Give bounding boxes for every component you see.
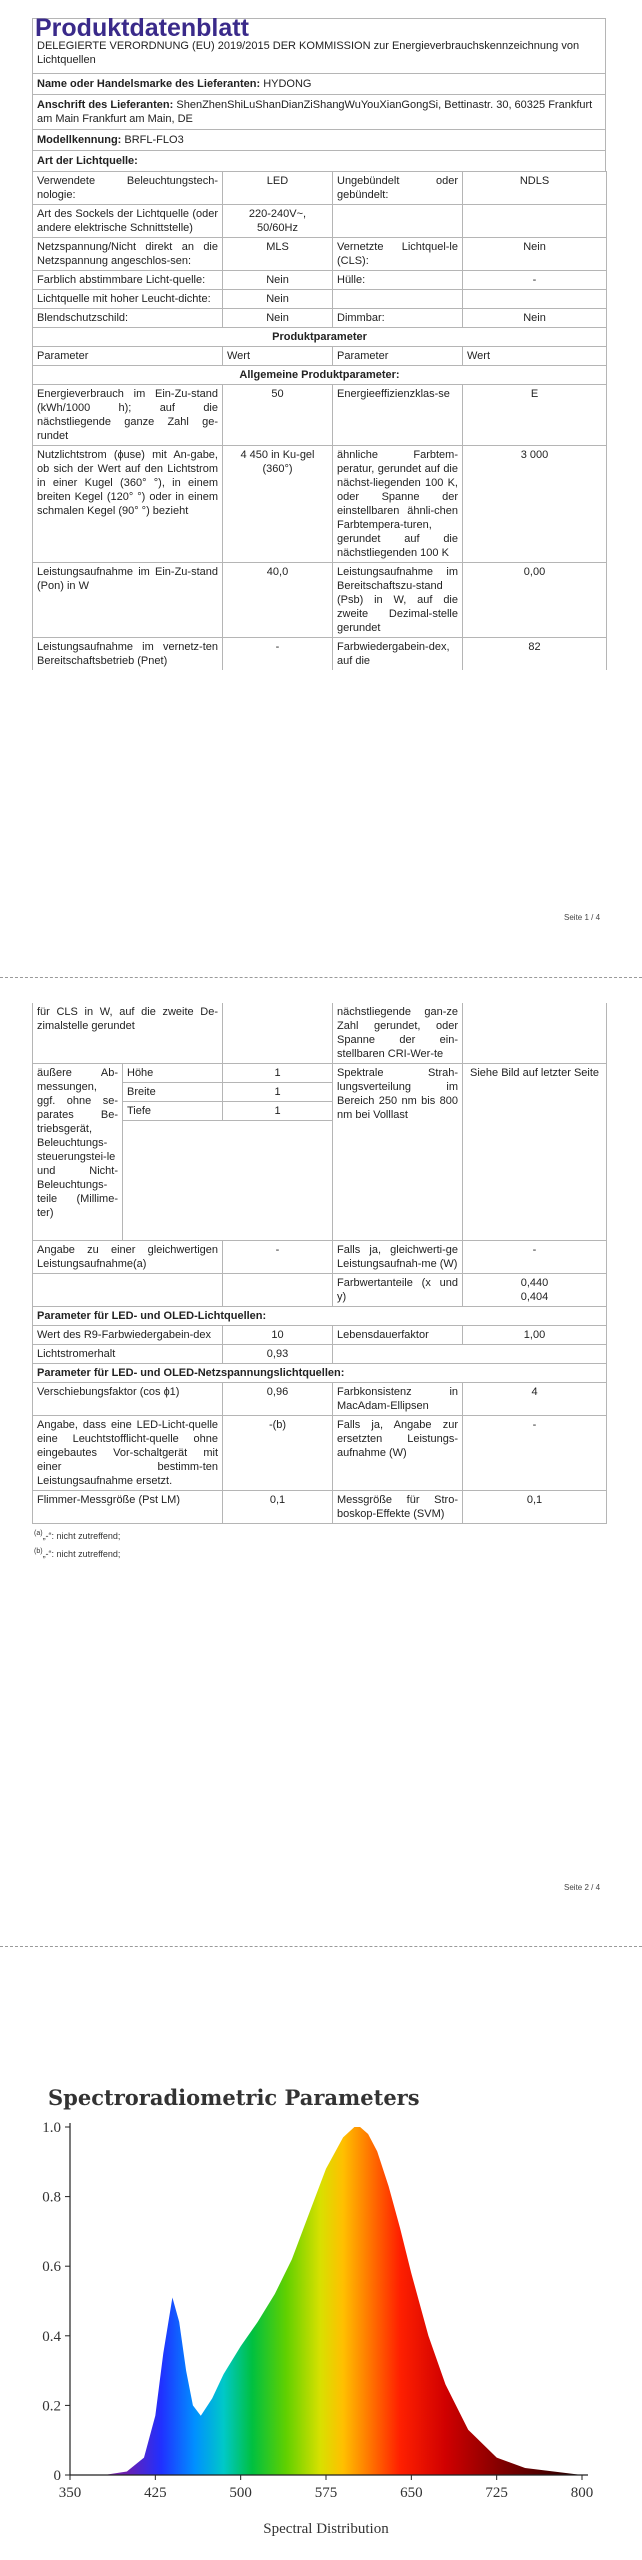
type-label: Netzspannung/Nicht direkt an die Netzspannung angeschlos-sen: — [33, 238, 223, 271]
param-value: - — [223, 638, 333, 671]
replacement-label: Angabe, dass eine LED-Licht-quelle eine Leuchtstofflicht-quelle ohne eingebautes Vor-schaltgerät mit einer bestimm-ten Leistungsaufnahme ersetzt. — [33, 1416, 223, 1491]
chromaticity-x: 0,440 — [520, 1277, 549, 1289]
param-row — [33, 446, 607, 563]
page-number: Seite 2 / 4 — [564, 1883, 601, 1892]
col-parameter: Parameter — [333, 347, 463, 366]
type-label: Farblich abstimmbare Licht-quelle: — [33, 271, 223, 290]
type-label-2: Dimmbar: — [333, 309, 463, 328]
product-parameters-table — [32, 327, 607, 670]
header-box — [32, 14, 606, 172]
parameters-continued-table — [32, 1003, 607, 1524]
dimensions-label: äußere Ab-messungen, ggf. ohne se-parates Be-triebsgerät, Beleuchtungs-steuerungstei-le und Nicht-Beleuchtungs-teile (Millime-ter) — [33, 1064, 123, 1241]
type-row — [33, 205, 607, 238]
chart-title: Spectroradiometric Parameters — [48, 2085, 420, 2110]
dim-depth-value: 1 — [223, 1102, 333, 1121]
param-value-2: 3 000 — [463, 446, 607, 563]
lifetime-factor-label: Lebensdauerfaktor — [333, 1326, 463, 1345]
type-label-2: Hülle: — [333, 271, 463, 290]
lifetime-factor-value: 1,00 — [463, 1326, 607, 1345]
equivalent-power-value: - — [223, 1241, 333, 1274]
type-label: Lichtquelle mit hoher Leucht-dichte: — [33, 290, 223, 309]
type-table — [32, 171, 607, 328]
dim-height-label: Höhe — [123, 1064, 223, 1083]
y-tick-label: 0.2 — [42, 2398, 61, 2415]
y-tick-label: 0.4 — [42, 2328, 61, 2345]
type-value-2: NDLS — [463, 172, 607, 205]
x-tick-label: 650 — [400, 2485, 423, 2501]
regulation-text: DELEGIERTE VERORDNUNG (EU) 2019/2015 DER KOMMISSION zur Energieverbrauchskennzeichnung von Lichtquellen — [37, 40, 580, 66]
type-value-2: Nein — [463, 238, 607, 271]
general-parameters-header: Allgemeine Produktparameter: — [33, 366, 607, 385]
x-axis-label: Spectral Distribution — [263, 2521, 389, 2537]
flicker-value: 0,1 — [223, 1491, 333, 1524]
chromaticity-value — [463, 1274, 607, 1307]
stroboscopic-label: Messgröße für Stro-boskop-Effekte (SVM) — [333, 1491, 463, 1524]
x-tick-label: 425 — [144, 2485, 167, 2501]
param-label: Energieverbrauch im Ein-Zu-stand (kWh/1000 h); auf die nächstliegende ganze Zahl ge-rundet — [33, 385, 223, 446]
model-label: Modellkennung: — [37, 134, 122, 146]
type-value: LED — [223, 172, 333, 205]
spectrum-area — [70, 2127, 582, 2475]
type-row — [33, 238, 607, 271]
supplier-address-label: Anschrift des Lieferanten: — [37, 99, 174, 111]
lumen-maintenance-label: Lichtstromerhalt — [33, 1345, 223, 1364]
col-parameter: Parameter — [33, 347, 223, 366]
x-tick-label: 500 — [229, 2485, 252, 2501]
page-1 — [32, 14, 606, 670]
param-label-2: Farbwiedergabein-dex, auf die — [333, 638, 463, 671]
lumen-maintenance-value: 0,93 — [223, 1345, 333, 1364]
dim-height-value: 1 — [223, 1064, 333, 1083]
type-label-2 — [333, 205, 463, 238]
type-value: Nein — [223, 290, 333, 309]
macadam-value: 4 — [463, 1383, 607, 1416]
stroboscopic-value: 0,1 — [463, 1491, 607, 1524]
param-value: 50 — [223, 385, 333, 446]
param-value-2: 82 — [463, 638, 607, 671]
dim-depth-label: Tiefe — [123, 1102, 223, 1121]
type-label-2 — [333, 290, 463, 309]
type-label: Verwendete Beleuchtungstech-nologie: — [33, 172, 223, 205]
param-row — [33, 638, 607, 671]
type-value: Nein — [223, 271, 333, 290]
y-tick-label: 1.0 — [42, 2120, 61, 2136]
param-value-2: E — [463, 385, 607, 446]
led-parameters-header: Parameter für LED- und OLED-Lichtquellen: — [33, 1307, 607, 1326]
param-label: Nutzlichtstrom (ɸuse) mit An-gabe, ob sich der Wert auf den Lichtstrom in einer Kugel (360° °), in einem breiten Kegel (120° °) oder in einem schmalen Kegel (90° °) bezieht — [33, 446, 223, 563]
param-value-2: 0,00 — [463, 563, 607, 638]
param-row — [33, 563, 607, 638]
param-label: Leistungsaufnahme im vernetz-ten Bereitschaftsbetrieb (Pnet) — [33, 638, 223, 671]
x-tick-label: 800 — [570, 2485, 594, 2501]
col-value: Wert — [223, 347, 333, 366]
r9-value: 10 — [223, 1326, 333, 1345]
type-value-2 — [463, 205, 607, 238]
y-tick-label: 0 — [53, 2468, 61, 2484]
type-value: 220-240V~, 50/60Hz — [223, 205, 333, 238]
standby-cls-label-cont: für CLS in W, auf die zweite De-zimalstelle gerundet — [33, 1003, 223, 1064]
type-row — [33, 271, 607, 290]
replacement-power-value: - — [463, 1416, 607, 1491]
x-tick-label: 575 — [314, 2485, 338, 2501]
page-number: Seite 1 / 4 — [564, 913, 601, 922]
replacement-value: -(b) — [223, 1416, 333, 1491]
type-value-2: - — [463, 271, 607, 290]
page-2 — [32, 1003, 606, 1560]
type-value: MLS — [223, 238, 333, 271]
type-row — [33, 309, 607, 328]
supplier-name-value: HYDONG — [263, 78, 312, 90]
equivalent-power-w-value: - — [463, 1241, 607, 1274]
x-tick-label: 725 — [485, 2485, 508, 2501]
param-value: 4 450 in Ku-gel (360°) — [223, 446, 333, 563]
dim-width-label: Breite — [123, 1083, 223, 1102]
param-label-2: ähnliche Farbtem-peratur, gerundet auf die nächst-liegenden 100 K, oder Spanne der einstellbaren ähnli-chen Farbtempera-turen, gerundet auf die nächstliegenden 100 K — [333, 446, 463, 563]
page-divider — [0, 1946, 642, 1947]
y-tick-label: 0.8 — [42, 2189, 61, 2206]
param-label-2: Leistungsaufnahme im Bereitschaftszu-stand (Psb) in W, auf die zweite Dezimal-stelle gerundet — [333, 563, 463, 638]
power-factor-value: 0,96 — [223, 1383, 333, 1416]
param-label-2: Energieeffizienzklas-se — [333, 385, 463, 446]
spectral-label: Spektrale Strah-lungsverteilung im Bereich 250 nm bis 800 nm bei Volllast — [333, 1064, 463, 1241]
type-label: Art des Sockels der Lichtquelle (oder andere elektrische Schnittstelle) — [33, 205, 223, 238]
chromaticity-label: Farbwertanteile (x und y) — [333, 1274, 463, 1307]
model-row — [33, 129, 605, 150]
type-label-2: Ungebündelt oder gebündelt: — [333, 172, 463, 205]
model-value: BRFL-FLO3 — [124, 134, 184, 146]
param-value: 40,0 — [223, 563, 333, 638]
equivalent-power-w-label: Falls ja, gleichwerti-ge Leistungsaufnah-me (W) — [333, 1241, 463, 1274]
supplier-address-value: ShenZhenShiLuShanDianZiShangWuYouXianGongSi, Bettinastr. 30, 60325 Frankfurt am Main Frankfurt am Main, DE — [37, 99, 593, 125]
spectral-value: Siehe Bild auf letzter Seite — [463, 1064, 607, 1241]
supplier-name-row — [33, 73, 605, 94]
mains-parameters-header: Parameter für LED- und OLED-Netzspannungslichtquellen: — [33, 1364, 607, 1383]
x-tick-label: 350 — [58, 2485, 82, 2501]
cri-label-cont: nächstliegende gan-ze Zahl gerundet, oder Spanne der ein-stellbaren CRI-Wer-te — [333, 1003, 463, 1064]
replacement-power-label: Falls ja, Angabe zur ersetzten Leistungs-aufnahme (W) — [333, 1416, 463, 1491]
type-value: Nein — [223, 309, 333, 328]
type-row — [33, 172, 607, 205]
y-tick-label: 0.6 — [42, 2259, 61, 2276]
document-title: Produktdatenblatt — [35, 14, 249, 42]
footnote-b: $^{(b)}$„-“: nicht zutreffend; — [34, 1548, 121, 1559]
col-value: Wert — [463, 347, 607, 366]
light-source-type-row — [33, 150, 605, 171]
type-label: Blendschutzschild: — [33, 309, 223, 328]
spectral-chart-svg — [30, 2115, 620, 2555]
footnote-a: $^{(a)}$„-“: nicht zutreffend; — [34, 1530, 121, 1541]
page-divider — [0, 977, 642, 978]
power-factor-label: Verschiebungsfaktor (cos ɸ1) — [33, 1383, 223, 1416]
product-parameters-header: Produktparameter — [33, 328, 607, 347]
param-row — [33, 385, 607, 446]
param-label: Leistungsaufnahme im Ein-Zu-stand (Pon) in W — [33, 563, 223, 638]
light-source-type-label: Art der Lichtquelle: — [37, 155, 138, 167]
chromaticity-y: 0,404 — [520, 1291, 549, 1303]
spectral-chart — [30, 2085, 620, 2555]
supplier-address-row — [33, 94, 605, 129]
flicker-label: Flimmer-Messgröße (Pst LM) — [33, 1491, 223, 1524]
r9-label: Wert des R9-Farbwiedergabein-dex — [33, 1326, 223, 1345]
dim-width-value: 1 — [223, 1083, 333, 1102]
macadam-label: Farbkonsistenz in MacAdam-Ellipsen — [333, 1383, 463, 1416]
type-label-2: Vernetzte Lichtquel-le (CLS): — [333, 238, 463, 271]
type-row — [33, 290, 607, 309]
equivalent-power-label: Angabe zu einer gleichwertigen Leistungsaufnahme(a) — [33, 1241, 223, 1274]
supplier-name-label: Name oder Handelsmarke des Lieferanten: — [37, 78, 261, 90]
type-value-2: Nein — [463, 309, 607, 328]
type-value-2 — [463, 290, 607, 309]
